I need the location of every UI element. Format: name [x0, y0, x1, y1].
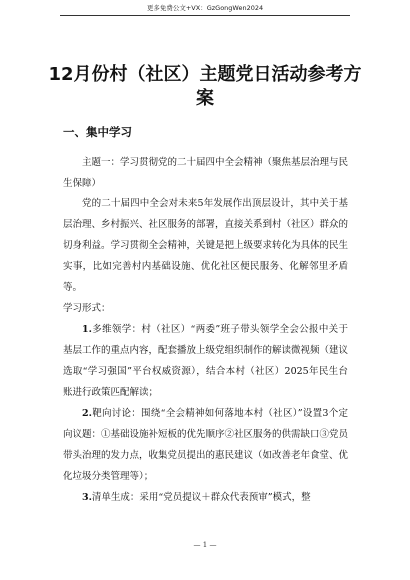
list-item-2-text: 靶向讨论：围绕“全会精神如何落地本村（社区）”设置3个定向议题：①基础设施补短板的优先顺序②社区服务的供需缺口③党员带头治理的发力点，收集党员提出的惠民建议（如改善老年食堂、优化垃圾分类管理等）；	[63, 408, 349, 482]
theme-paragraph: 主题一：学习贯彻党的二十届四中全会精神（聚焦基层治理与民生保障）	[63, 157, 349, 189]
list-item-3	[63, 487, 348, 508]
list-item-1-number: 1.	[82, 324, 92, 335]
list-item-1	[63, 319, 348, 403]
background-paragraph: 党的二十届四中全会对未来5年发展作出顶层设计，其中关于基层治理、乡村振兴、社区服务的部署，直接关系到村（社区）群众的切身利益。学习贯彻全会精神，关键是把上级要求转化为具体的民生实事，比如完善村内基础设施、优化社区便民服务、化解邻里矛盾等。	[63, 198, 349, 293]
header-divider	[60, 15, 350, 16]
list-item-3-text: 清单生成：采用“党员提议＋群众代表预审”模式，整	[91, 492, 311, 503]
list-item-2-number: 2.	[82, 408, 92, 419]
form-label: 学习形式：	[63, 303, 111, 314]
page-number: — 1 —	[193, 541, 217, 549]
section-heading: 一、集中学习	[63, 125, 132, 139]
page-header	[0, 0, 410, 20]
header-watermark-text: 更多免费公文+VX：GzGongWen2024	[146, 4, 264, 12]
list-item-1-text: 多维领学：村（社区）“两委”班子带头领学全会公报中关于基层工作的重点内容，配套播放上级党组织制作的解读微视频（建议选取“学习强国”平台权威资源），结合本村（社区）2025年民生台账进行政策匹配解读；	[63, 324, 349, 398]
list-item-2	[63, 403, 348, 487]
document-title: 12月份村（社区）主题党日活动参考方案	[48, 64, 362, 109]
list-item-3-number: 3.	[82, 492, 92, 503]
